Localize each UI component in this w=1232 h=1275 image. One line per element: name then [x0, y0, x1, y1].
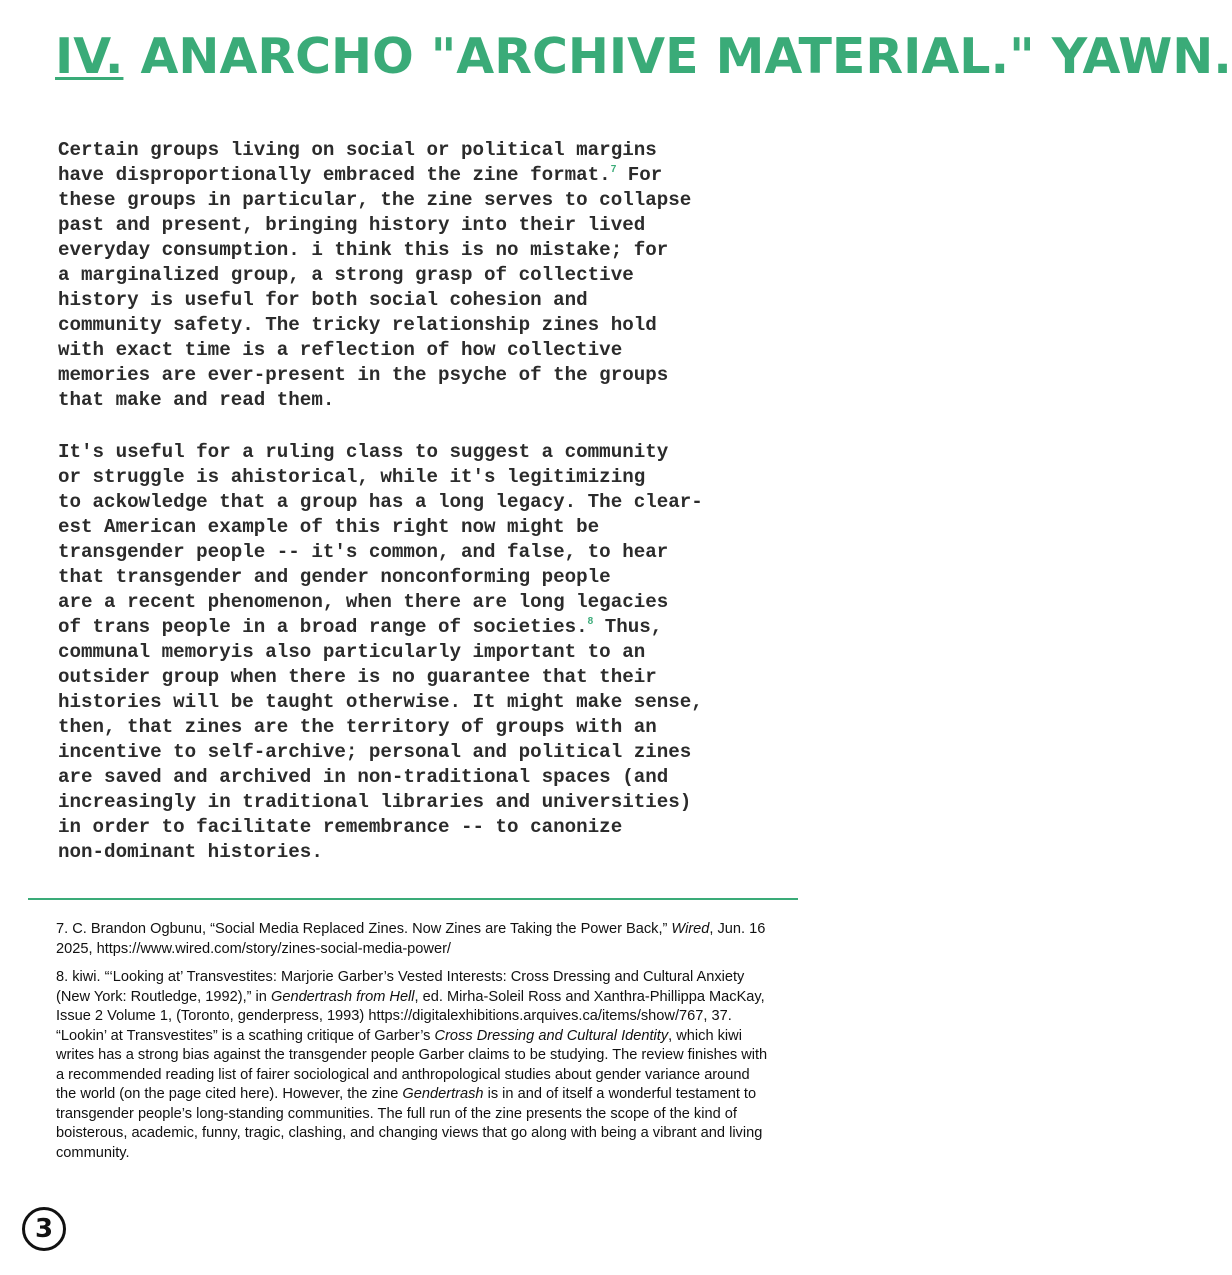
footnote-text: , which kiwi writes has a strong bias against the transgender people Garber claims to be studying. The review finishes with a recommended reading list of fairer sociological and anthropological studies about gender variance around the world (on the page cited here). However, the zine — [56, 1027, 768, 1102]
text-line: increasingly in traditional libraries and universities) — [58, 791, 692, 813]
text-line — [58, 163, 758, 188]
text-line: are a recent phenomenon, when there are long legacies — [58, 591, 669, 613]
text-line: history is useful for both social cohesion and — [58, 289, 588, 311]
footnote-italic: Gendertrash — [402, 1086, 484, 1102]
text-line: incentive to self-archive; personal and political zines — [58, 741, 692, 763]
footnote-7 — [56, 920, 771, 959]
footnote-text: , Jun. 16 2025, https://www.wired.com/story/zines-social-media-power/ — [56, 921, 766, 957]
text-line: with exact time is a reflection of how collective — [58, 339, 623, 361]
footnote-divider — [28, 898, 798, 900]
text-line-tail: For — [616, 164, 663, 186]
section-number: IV. — [55, 28, 124, 85]
text-line — [58, 615, 758, 640]
text-line: then, that zines are the territory of groups with an — [58, 716, 657, 738]
text-line-tail: Thus, — [593, 616, 663, 638]
text-line: est American example of this right now might be — [58, 516, 600, 538]
text-line: histories will be taught otherwise. It might make sense, — [58, 691, 703, 713]
body-paragraph-1 — [58, 138, 758, 413]
text-line: that transgender and gender nonconforming people — [58, 566, 611, 588]
text-line: that make and read them. — [58, 389, 335, 411]
text-line: or struggle is ahistorical, while it's legitimizing — [58, 466, 646, 488]
text-line: communal memoryis also particularly important to an — [58, 641, 646, 663]
footnote-italic: Gendertrash from Hell — [270, 988, 415, 1005]
text-line: everyday consumption. i think this is no mistake; for — [58, 239, 669, 261]
footnote-text: 7. C. Brandon Ogbunu, “Social Media Replaced Zines. Now Zines are Taking the Power Back,” — [56, 921, 672, 937]
text-line: Certain groups living on social or political margins — [58, 139, 657, 161]
footnote-italic: Wired — [671, 921, 710, 937]
text-line: these groups in particular, the zine serves to collapse — [58, 189, 692, 211]
text-line: past and present, bringing history into their lived — [58, 214, 646, 236]
text-line: community safety. The tricky relationship zines hold — [58, 314, 657, 336]
footnotes — [56, 920, 771, 1172]
text-line: It's useful for a ruling class to suggest a community — [58, 441, 669, 463]
text-line: a marginalized group, a strong grasp of collective — [58, 264, 634, 286]
text-line: to ackowledge that a group has a long legacy. The clear- — [58, 491, 703, 513]
text-line-main: have disproportionally embraced the zine format. — [58, 164, 611, 186]
footnote-8 — [56, 968, 771, 1163]
footnote-text: 8. kiwi. “‘Looking at’ Transvestites: Marjorie Garber’s Vested Interests: Cross Dressing and Cultural Anxiety (New York: Routledge, 1992),” in — [56, 969, 745, 1005]
body-paragraph-2 — [58, 440, 758, 865]
text-line: memories are ever-present in the psyche of the groups — [58, 364, 669, 386]
text-line: transgender people -- it's common, and false, to hear — [58, 541, 669, 563]
footnote-text: , ed. Mirha-Soleil Ross and Xanthra-Phillippa MacKay, Issue 2 Volume 1, (Toronto, genderpress, 1993) https://digitalexhibitions.arquives.ca/items/show/767, 37. “Lookin’ at Transvestites” is a scathing critique of Garber’s — [56, 988, 765, 1044]
footnote-ref-8[interactable]: 8 — [587, 616, 594, 627]
text-line: are saved and archived in non-traditional spaces (and — [58, 766, 669, 788]
text-line: non-dominant histories. — [58, 841, 323, 863]
title-text: ANARCHO "ARCHIVE MATERIAL." YAWN. — [123, 28, 1232, 85]
text-line: in order to facilitate remembrance -- to canonize — [58, 816, 623, 838]
footnote-ref-7[interactable]: 7 — [610, 164, 617, 175]
footnote-text: is in and of itself a wonderful testament to transgender people’s long-standing communities. The full run of the zine presents the scope of the kind of boisterous, academic, funny, tragic, clashing, and changing views that go along with being a vibrant and living community. — [56, 1086, 763, 1161]
page-title — [55, 28, 1232, 85]
page-number: 3 — [22, 1207, 66, 1251]
text-line: outsider group when there is no guarantee that their — [58, 666, 657, 688]
text-line-main: of trans people in a broad range of societies. — [58, 616, 588, 638]
footnote-italic: Cross Dressing and Cultural Identity — [434, 1027, 669, 1044]
